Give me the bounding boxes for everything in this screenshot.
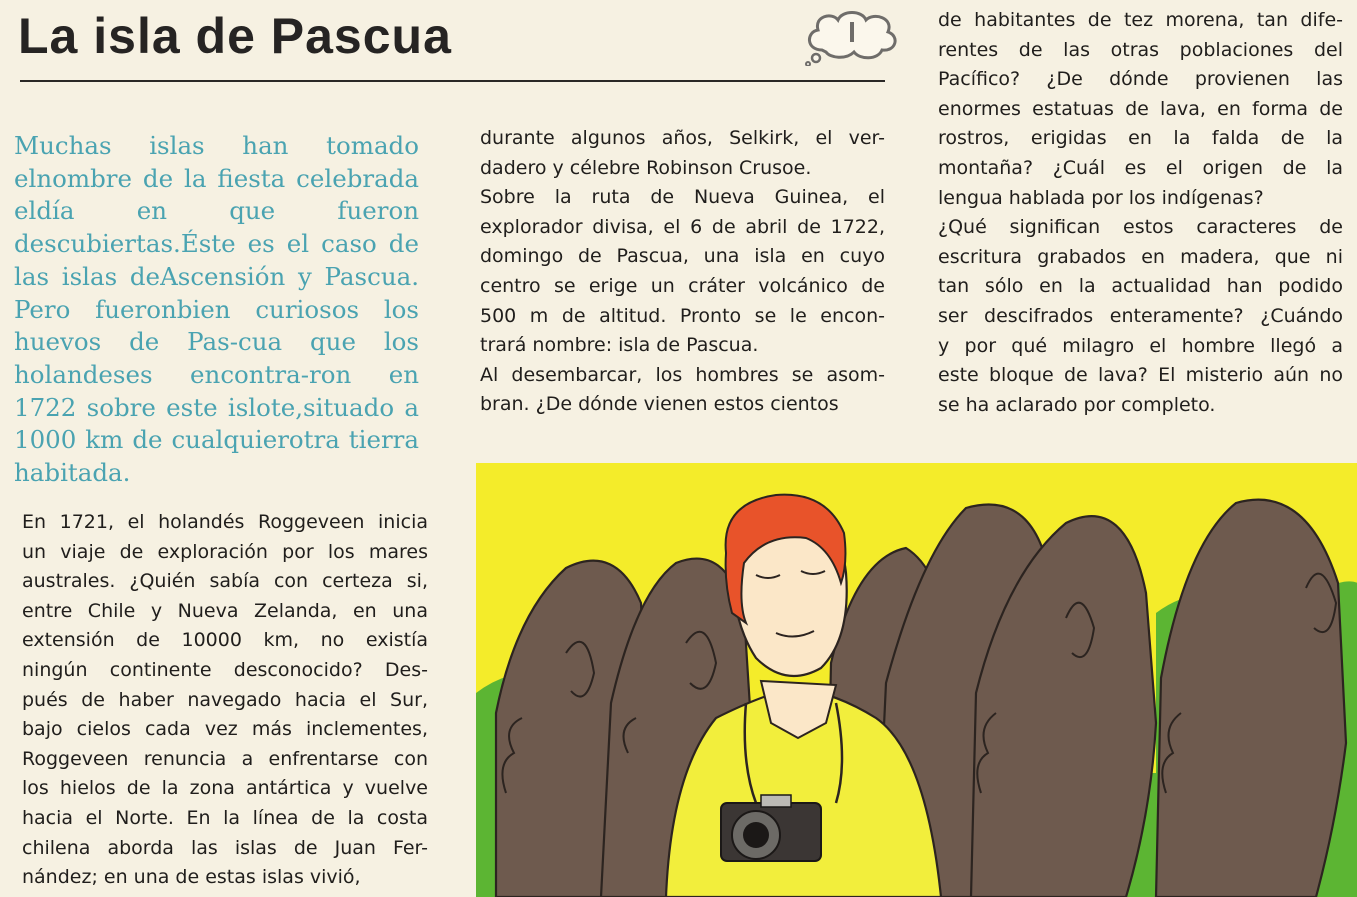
body-column-2 xyxy=(480,124,885,420)
intro-line: ron en 1722 sobre este islote, xyxy=(14,359,419,422)
col3-line: lengua hablada por los indígenas? xyxy=(938,186,1264,209)
col2-line: Al desembarcar, los hombres se asom- xyxy=(480,363,885,386)
col3-line: ¿Qué significan estos caracteres de xyxy=(938,216,1343,239)
col1-line: En 1721, el holandés Roggeveen inicia xyxy=(22,511,428,533)
col1-line: Roggeveen renuncia a enfrentarse con xyxy=(22,747,428,770)
col3-line: rentes de las otras poblaciones del xyxy=(938,38,1343,61)
col1-line: hacia el Norte. En la línea de la costa xyxy=(22,806,428,829)
intro-line: cua que los holandeses encontra- xyxy=(14,327,419,389)
intro-line: otra tierra habitada. xyxy=(14,425,419,488)
col2-line: bran. ¿De dónde vienen estos cientos xyxy=(480,393,839,416)
intro-line: Ascensión y Pascua. Pero fueron xyxy=(14,261,419,324)
col3-line: escritura grabados en madera, que ni xyxy=(938,245,1343,268)
col2-line: durante algunos años, Selkirk, el ver- xyxy=(480,127,885,149)
col3-line: de habitantes de tez morena, tan dife- xyxy=(938,9,1343,31)
col1-line: chilena aborda las islas de Juan Fer- xyxy=(22,836,428,859)
intro-line: Éste es el caso de las islas de xyxy=(14,229,419,291)
body-column-1 xyxy=(22,508,428,893)
col2-line: explorador divisa, el 6 de abril de 1722, xyxy=(480,215,885,238)
col3-line: se ha aclarado por completo. xyxy=(938,393,1216,416)
col1-line: ningún continente desconocido? Des- xyxy=(22,658,428,681)
intro-line: nombre de la fiesta celebrada el xyxy=(14,163,419,226)
col3-line: este bloque de lava? El misterio aún no xyxy=(938,364,1343,387)
intro-line: situado a 1000 km de cualquier xyxy=(14,392,419,455)
moai-illustration xyxy=(476,463,1357,897)
col2-line: Sobre la ruta de Nueva Guinea, el xyxy=(480,186,885,209)
col2-line: dadero y célebre Robinson Crusoe. xyxy=(480,156,812,179)
col1-line: nández; en una de estas islas vivió, xyxy=(22,866,361,889)
page-title: La isla de Pascua xyxy=(18,8,452,64)
intro-line: Muchas islas han tomado el xyxy=(14,131,419,193)
col2-line: 500 m de altitud. Pronto se le encon- xyxy=(480,304,885,327)
col3-line: montaña? ¿Cuál es el origen de la xyxy=(938,156,1343,179)
col3-line: ser descifrados enteramente? ¿Cuándo xyxy=(938,304,1343,327)
intro-line: día en que fueron descubiertas. xyxy=(14,196,419,259)
col1-line: un viaje de exploración por los mares xyxy=(22,540,428,563)
col1-line: los hielos de la zona antártica y vuelve xyxy=(22,777,428,800)
col1-line: entre Chile y Nueva Zelanda, en una xyxy=(22,599,428,622)
col1-line: extensión de 10000 km, no existía xyxy=(22,629,428,652)
col3-line: tan sólo en la actualidad han podido xyxy=(938,275,1343,298)
col3-line: rostros, erigidas en la falda de la xyxy=(938,127,1343,150)
col1-line: pués de haber navegado hacia el Sur, xyxy=(22,688,428,711)
col3-line: y por qué milagro el hombre llegó a xyxy=(938,334,1343,357)
intro-paragraph xyxy=(14,130,419,490)
col2-line: centro se erige un cráter volcánico de xyxy=(480,274,885,297)
col2-line: domingo de Pascua, una isla en cuyo xyxy=(480,245,885,268)
col1-line: australes. ¿Quién sabía con certeza si, xyxy=(22,570,428,593)
thought-bubble-icon xyxy=(800,6,905,66)
intro-line: bien curiosos los huevos de Pas- xyxy=(14,294,419,357)
col3-line: enormes estatuas de lava, en forma de xyxy=(938,97,1343,120)
col1-line: bajo cielos cada vez más inclementes, xyxy=(22,718,428,741)
title-divider xyxy=(20,80,885,82)
body-column-3 xyxy=(938,6,1343,420)
col3-line: Pacífico? ¿De dónde provienen las xyxy=(938,68,1343,91)
col2-line: trará nombre: isla de Pascua. xyxy=(480,334,759,357)
